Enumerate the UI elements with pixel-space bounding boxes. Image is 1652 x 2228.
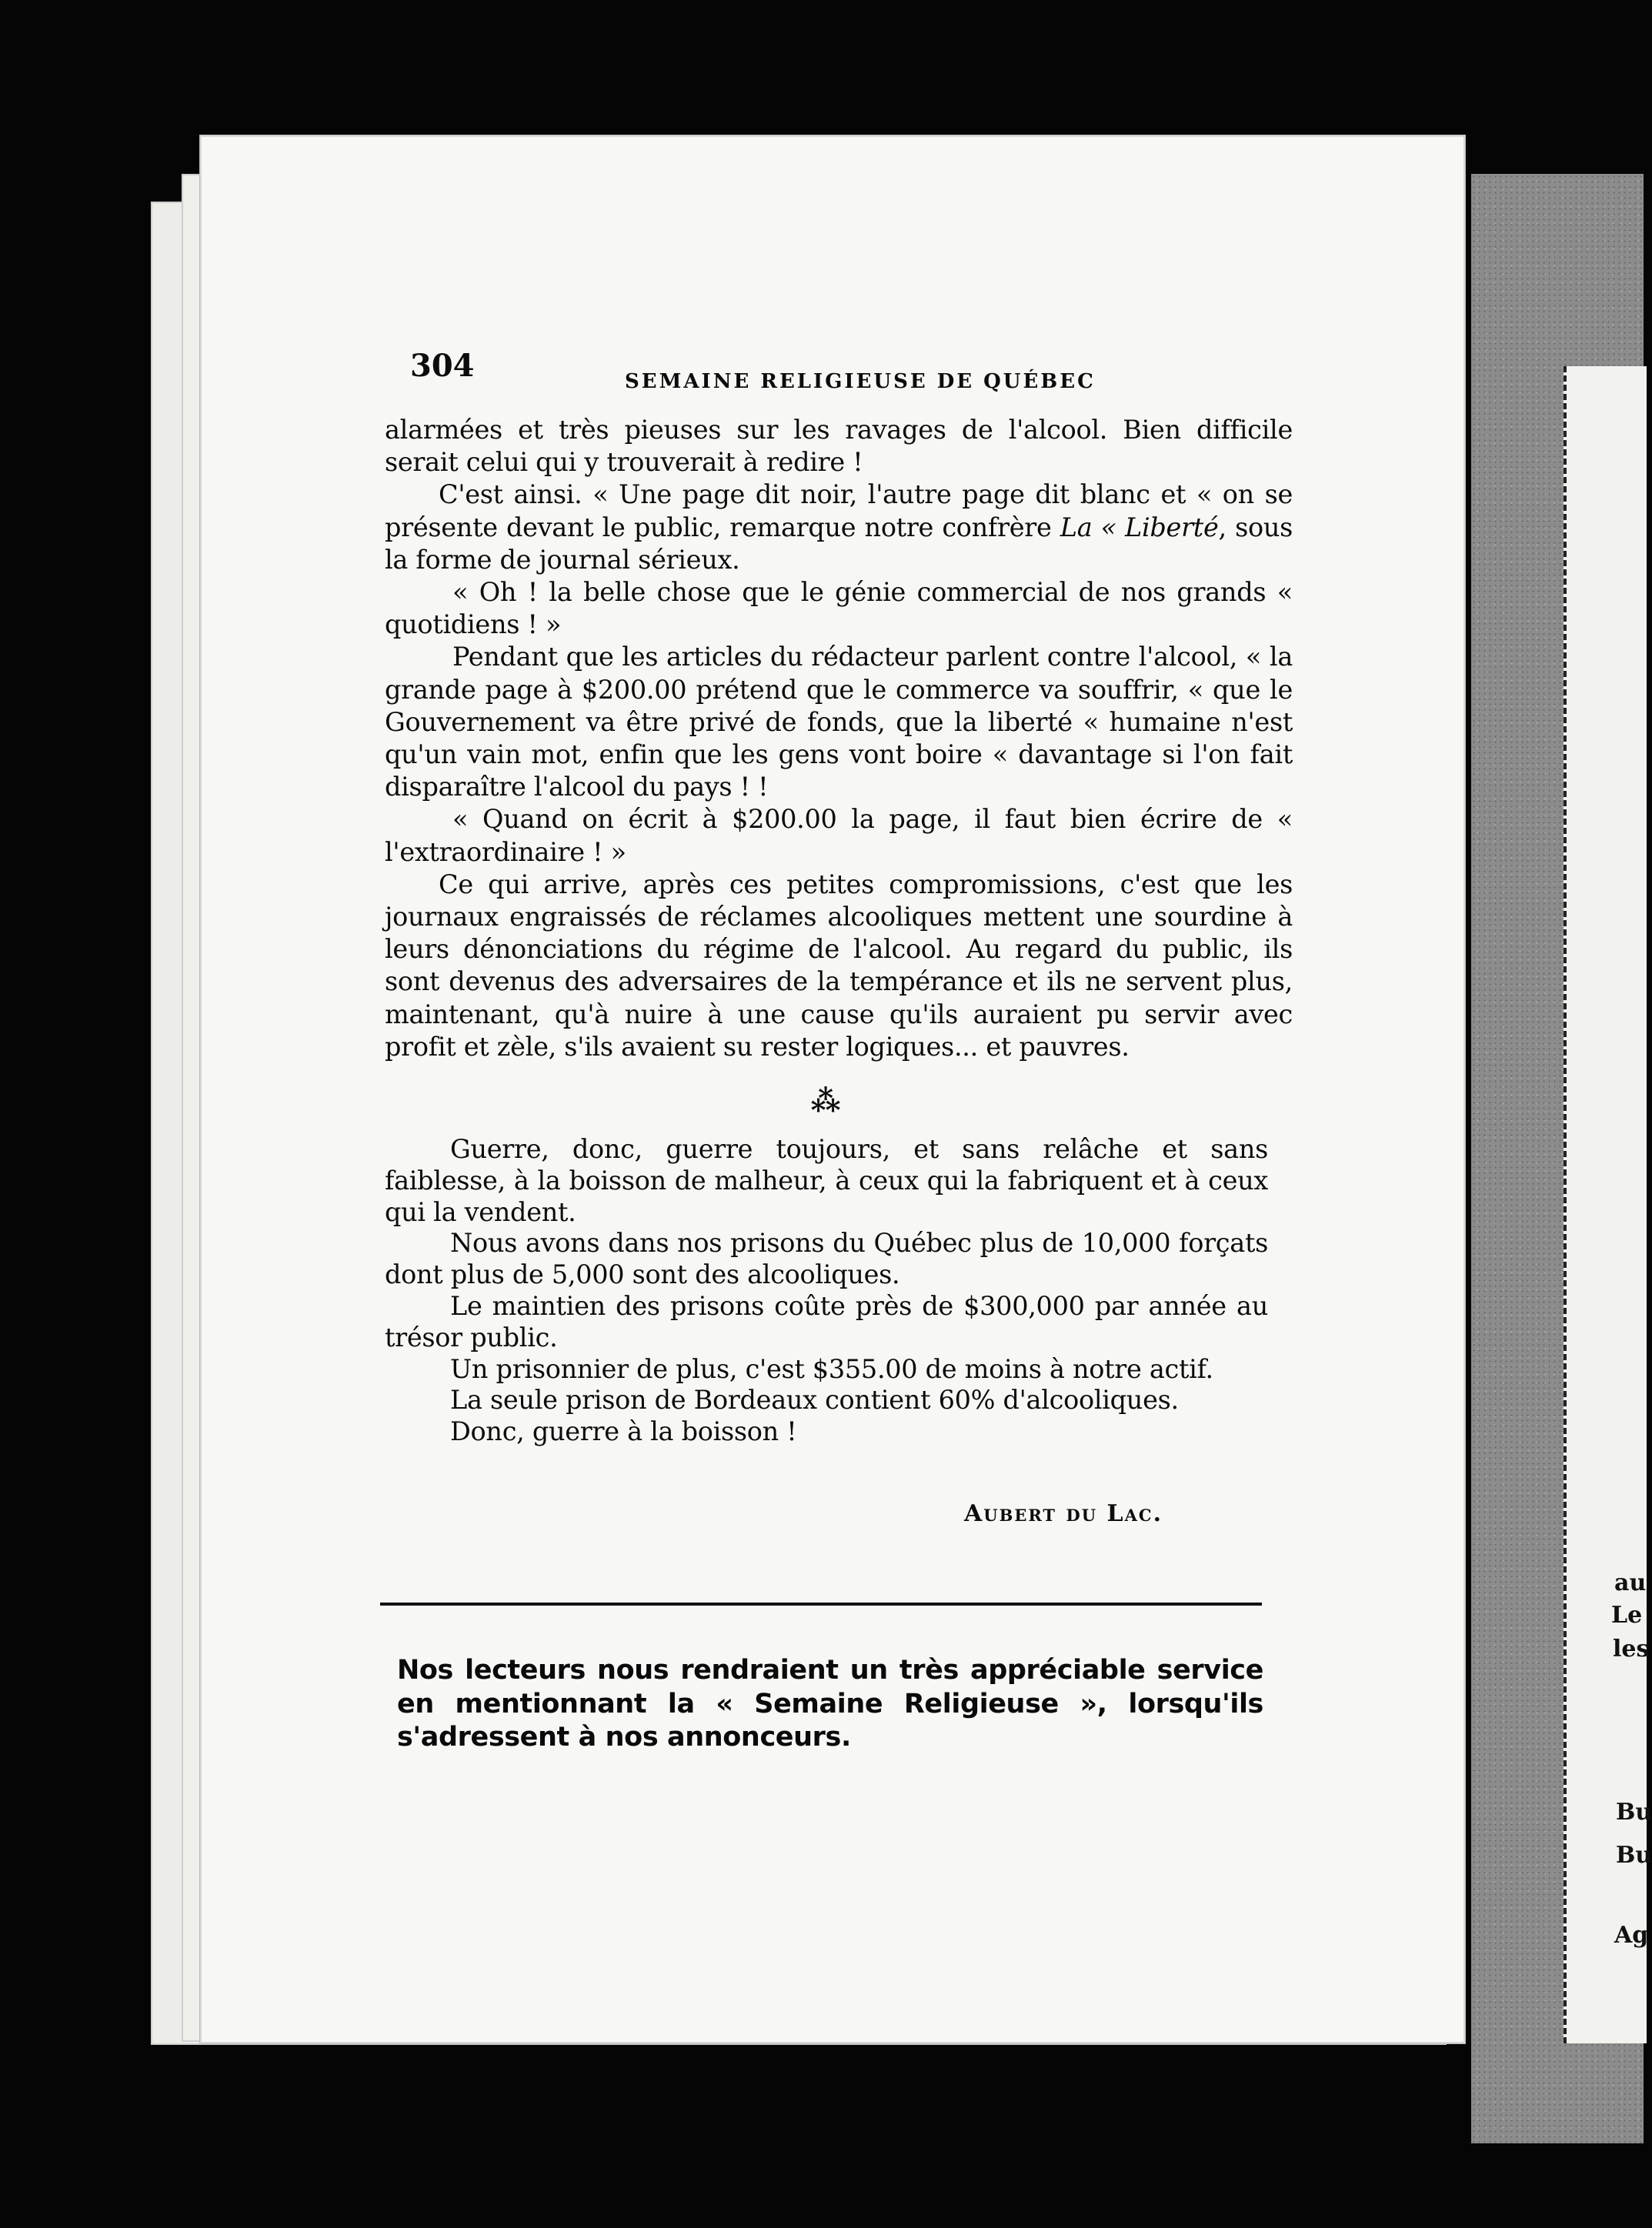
page-number: 304 xyxy=(410,348,475,384)
adjacent-text-fragment: les xyxy=(1613,1636,1650,1663)
adjacent-text-fragment: Bu xyxy=(1616,1799,1652,1826)
paragraph: Pendant que les articles du rédacteur parlent contre l'alcool, « la grande page à $200.00 prétend que le commerce va souffrir, « que le Gouvernement va être privé de fonds, que la liberté « humaine n'est qu'un vain mot, enfin que les gens vont boire « davantage si l'on fait disparaître l'alcool du pays ! ! xyxy=(385,642,1293,802)
advertiser-notice: Nos lecteurs nous rendraient un très appréciable service en mentionnant la « Semaine Religieuse », lorsqu'ils s'adressent à nos annonceurs. xyxy=(397,1655,1263,1753)
horizontal-rule xyxy=(380,1603,1262,1606)
paragraph: Le maintien des prisons coûte près de $300,000 par année au trésor public. xyxy=(385,1290,1268,1352)
running-head: SEMAINE RELIGIEUSE DE QUÉBEC xyxy=(625,370,1096,393)
article-body xyxy=(385,414,1293,1063)
paragraph: « Quand on écrit à $200.00 la page, il faut bien écrire de « l'extraordinaire ! » xyxy=(385,804,1293,867)
paragraph: alarmées et très pieuses sur les ravages de l'alcool. Bien difficile serait celui qui y trouverait à redire ! xyxy=(385,415,1293,478)
paragraph: La seule prison de Bordeaux contient 60% d'alcooliques. xyxy=(450,1385,1179,1416)
paragraph: Guerre, donc, guerre toujours, et sans relâche et sans faiblesse, à la boisson de malheur, à ceux qui la fabriquent et à ceux qui la vendent. xyxy=(385,1134,1268,1227)
paragraph: Donc, guerre à la boisson ! xyxy=(450,1416,797,1447)
text-run: C'est ainsi. « Une page dit noir, l'autre page dit blanc et « on se présente devant le public, remarque notre confrère xyxy=(385,479,1293,542)
paragraph xyxy=(385,479,1293,576)
paragraph: Un prisonnier de plus, c'est $355.00 de moins à notre actif. xyxy=(450,1353,1213,1384)
adjacent-text-fragment: Le xyxy=(1611,1602,1643,1629)
paragraph: Ce qui arrive, après ces petites compromissions, c'est que les journaux engraissés de réclames alcooliques mettent une sourdine à leurs dénonciations du régime de l'alcool. Au regard du public, ils sont devenus des adversaires de la tempérance et ils ne servent plus, maintenant, qu'à nuire à une cause qu'ils auraient pu servir avec profit et zèle, s'ils avaient su rester logiques... et pauvres. xyxy=(385,869,1293,1062)
adjacent-text-fragment: Bu xyxy=(1616,1842,1652,1869)
adjacent-text-fragment: au xyxy=(1614,1569,1647,1596)
adjacent-text-fragment: Ag xyxy=(1614,1922,1649,1949)
adjacent-cover xyxy=(1471,174,1652,2143)
italic-title: La « Liberté xyxy=(1060,512,1219,542)
paragraph: « Oh ! la belle chose que le génie commercial de nos grands « quotidiens ! » xyxy=(385,577,1293,640)
author-signature: Aubert du Lac. xyxy=(964,1500,1163,1527)
text-run: , sous la forme de journal sérieux. xyxy=(385,512,1293,575)
paragraph: Nous avons dans nos prisons du Québec plus de 10,000 forçats dont plus de 5,000 sont des alcooliques. xyxy=(385,1228,1268,1290)
adjacent-page xyxy=(1564,366,1650,2043)
conclusion-section xyxy=(385,1134,1268,1448)
asterism-divider: ⁂ xyxy=(810,1083,844,1118)
